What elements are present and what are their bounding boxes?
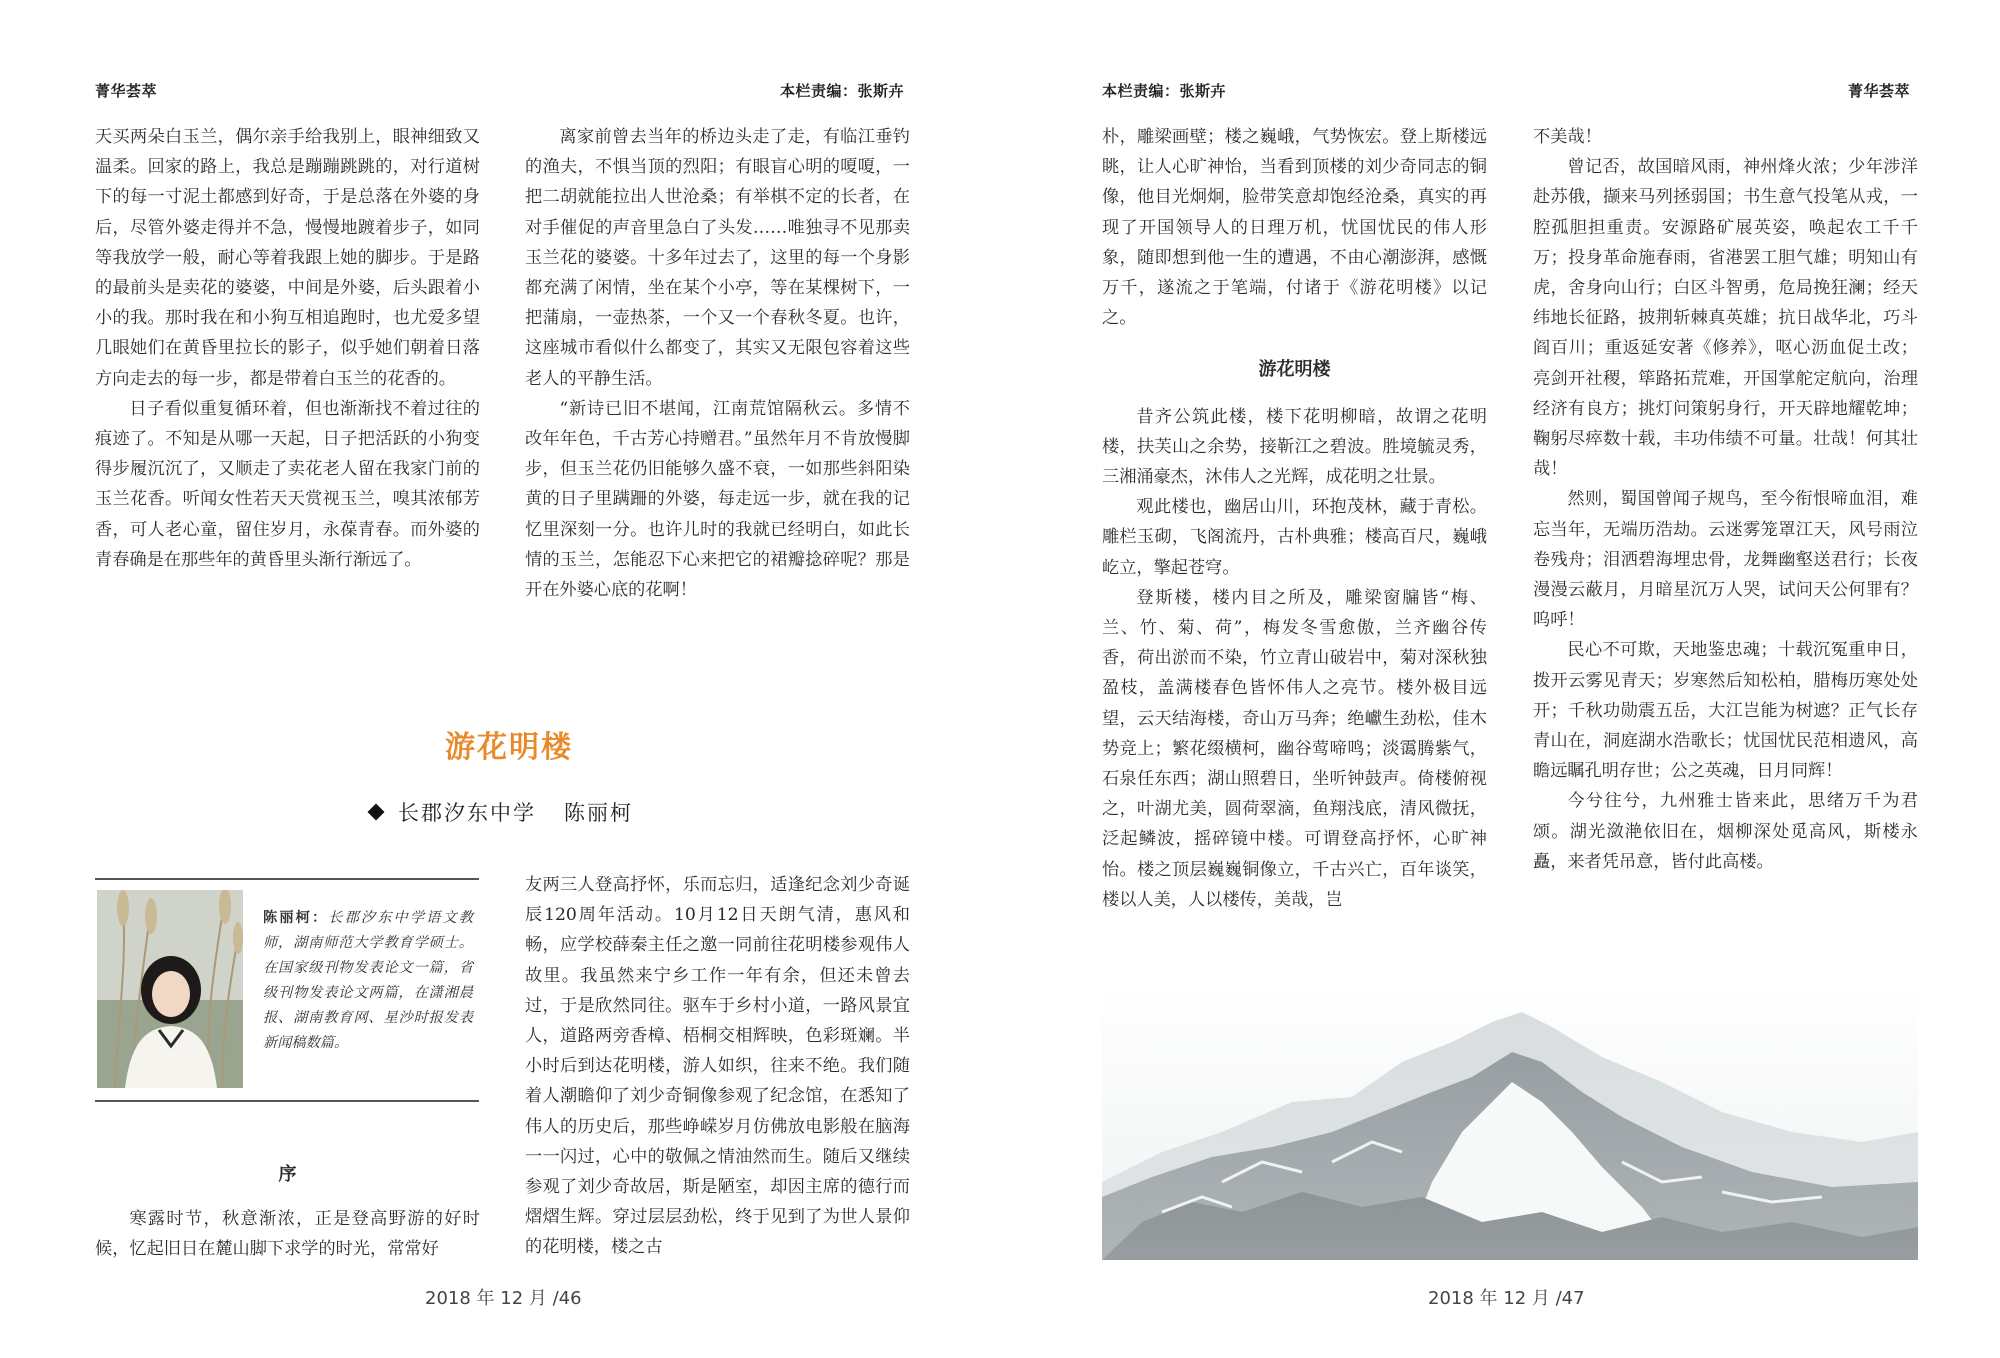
story-paragraph: 日子看似重复循环着，但也渐渐找不着过往的痕迹了。不知是从哪一天起，日子把活跃的小狗变得步履沉沉了，又顺走了卖花老人留在我家门前的玉兰花香。听闻女性若天天赏视玉兰，嗅其浓郁芳香，可人老心童，留住岁月，永葆青春。而外婆的青春确是在那些年的黄昏里头渐行渐远了。 (95, 398, 480, 570)
poem-paragraph: 观此楼也，幽居山川，环抱茂林，藏于青松。雕栏玉砌，飞阁流丹，古朴典雅；楼高百尺，巍峨屹立，擎起苍穹。 (1102, 497, 1487, 578)
bio-name: 陈丽柯： (263, 910, 329, 926)
snow-mountain-illustration (1102, 982, 1918, 1260)
poem-paragraph: 今兮往兮，九州雅士皆来此，思绪万千为君颂。湖光潋滟依旧在，烟柳深处觅高风，斯楼永矗，来者凭吊意，皆付此高楼。 (1533, 791, 1918, 872)
poem-title: 游花明楼 (1258, 359, 1331, 381)
byline-author: 陈丽柯 (564, 801, 633, 825)
intro-paragraph: 朴，雕梁画壁；楼之巍峨，气势恢宏。登上斯楼远眺，让人心旷神怡，当看到顶楼的刘少奇同志的铜像，他目光炯炯，脸带笑意却饱经沧桑，真实的再现了开国领导人的日理万机，忧国忧民的伟人形象，随即想到他一生的遭遇，不由心潮澎湃，感慨万千，遂流之于笔端，付诸于《游花明楼》以记之。 (1102, 127, 1487, 329)
story-column-1 (95, 122, 480, 642)
article-title: 游花明楼 (445, 730, 573, 765)
preface-column (95, 1160, 480, 1270)
author-bio-box (95, 878, 479, 1102)
section-header: 菁华荟萃 (95, 82, 158, 100)
page-footer: 2018 年 12 月 /46 (425, 1288, 582, 1309)
author-photo (97, 890, 243, 1088)
bio-description: 长郡汐东中学语文教师，湖南师范大学教育学硕士。在国家级刊物发表论文一篇，省级刊物发表论文两篇，在潇湘晨报、湖南教育网、星沙时报发表新闻稿数篇。 (263, 910, 473, 1051)
poem-paragraph: 民心不可欺，天地鉴忠魂；十载沉冤重申日，拨开云雾见青天；岁寒然后知松柏，腊梅历寒处处开；千秋功勋震五岳，大江岂能为树遮？正气长存青山在，洞庭湖水浩歌长；忧国忧民范相遗风，高瞻远瞩孔明存世；公之英魂，日月同辉！ (1533, 640, 1918, 782)
section-header: 菁华荟萃 (1848, 82, 1911, 100)
story-paragraph: “新诗已旧不堪闻，江南荒馆隔秋云。多情不改年年色，千古芳心持赠君。”虽然年月不肯放慢脚步，但玉兰花仍旧能够久盛不衰，一如那些斜阳染黄的日子里蹒跚的外婆，每走远一步，就在我的记忆里深刻一分。也许儿时的我就已经明白，如此长情的玉兰，怎能忍下心来把它的裙瓣捻碎呢？那是开在外婆心底的花啊！ (525, 398, 910, 601)
article-column-2 (525, 870, 910, 1270)
story-paragraph: 离家前曾去当年的桥边头走了走，有临江垂钓的渔夫，不惧当顶的烈阳；有眼盲心明的嗄嗄，一把二胡就能拉出人世沧桑；有举棋不定的长者，在对手催促的声音里急白了头发……唯独寻不见那卖玉兰花的婆婆。十多年过去了，这里的每一个身影都充满了闲情，坐在某个小亭，等在某棵树下，一把蒲扇，一壶热茶，一个又一个春秋冬夏。也许，这座城市看似什么都变了，其实又无限包容着这些老人的平静生活。 (525, 127, 910, 389)
poem-paragraph: 然则，蜀国曾闻子规鸟，至今衔恨啼血泪，难忘当年，无端历浩劫。云迷雾笼罩江天，风号雨泣卷残舟；泪洒碧海埋忠骨，龙舞幽壑送君行；长夜漫漫云蔽月，月暗星沉万人哭，试问天公何罪有？呜呼！ (1533, 489, 1918, 631)
preface-title: 序 (278, 1164, 297, 1185)
poem-column-2 (1533, 122, 1918, 912)
article-byline (370, 797, 633, 827)
story-paragraph: 天买两朵白玉兰，偶尔亲手给我别上，眼神细致又温柔。回家的路上，我总是蹦蹦跳跳的，对行道树下的每一寸泥土都感到好奇，于是总落在外婆的身后，尽管外婆走得并不急，慢慢地踱着步子，如同等我放学一般，耐心等着我跟上她的脚步。于是路的最前头是卖花的婆婆，中间是外婆，后头跟着小小的我。那时我在和小狗互相追跑时，也尤爱多望几眼她们在黄昏里拉长的影子，似乎她们朝着日落方向走去的每一步，都是带着白玉兰的花香的。 (95, 127, 480, 389)
poem-paragraph: 登斯楼，楼内目之所及，雕梁窗牖皆“梅、兰、竹、菊、荷”，梅发冬雪愈傲，兰齐幽谷传香，荷出淤而不染，竹立青山破岩中，菊对深秋独盈枝，盖满楼春色皆怀伟人之亮节。楼外极目远望，云天结海楼，奇山万马奔；绝巘生劲松，佳木势竞上；繁花缀横柯，幽谷莺啼鸣；淡霭腾紫气，石泉任东西；湖山照碧日，坐听钟鼓声。倚楼俯视之，叶湖尤美，圆荷翠滴，鱼翔浅底，清风微抚，泛起鳞波，摇碎镜中楼。可谓登高抒怀，心旷神怡。楼之顶层巍巍铜像立，千古兴亡，百年谈笑，楼以人美，人以楼传，美哉，岂 (1102, 587, 1487, 910)
story-column-2 (525, 122, 910, 612)
author-bio (263, 906, 473, 1056)
diamond-bullet-icon (368, 804, 385, 821)
page-footer: 2018 年 12 月 /47 (1428, 1288, 1585, 1309)
mountain-photo (1102, 982, 1918, 1260)
poem-paragraph: 曾记否，故国暗风雨，神州烽火浓；少年涉洋赴苏俄，撷来马列拯弱国；书生意气投笔从戎，一腔孤胆担重责。安源路矿展英姿，唤起农工千千万；投身革命施春雨，省港罢工胆气雄；明知山有虎，舍身向山行；白区斗智勇，危局挽狂澜；经天纬地长征路，披荆斩棘真英雄；抗日战华北，巧斗阎百川；重返延安著《修养》，呕心沥血促土改；亮剑开社稷，筚路拓荒难，开国掌舵定航向，治理经济有良方；挑灯问策躬身行，开天辟地耀乾坤；鞠躬尽瘁数十载，丰功伟绩不可量。壮哉！何其壮哉！ (1533, 157, 1918, 480)
poem-paragraph: 昔齐公筑此楼，楼下花明柳暗，故谓之花明楼，扶芙山之余势，接靳江之碧波。胜境毓灵秀，三湘涌豪杰，沐伟人之光辉，成花明之壮景。 (1102, 406, 1487, 488)
author-portrait-illustration (97, 890, 243, 1088)
preface-paragraph: 寒露时节，秋意渐浓，正是登高野游的好时候，忆起旧日在麓山脚下求学的时光，常常好 (95, 1209, 480, 1260)
poem-paragraph: 不美哉！ (1533, 127, 1602, 147)
right-page (1000, 0, 2000, 1358)
article-paragraph: 友两三人登高抒怀，乐而忘归，适逢纪念刘少奇诞辰120周年活动。10月12日天朗气清，惠风和畅，应学校薛秦主任之邀一同前往花明楼参观伟人故里。我虽然来宁乡工作一年有余，但还未曾去过，于是欣然同往。驱车于乡村小道，一路风景宜人，道路两旁香樟、梧桐交相辉映，色彩斑斓。半小时后到达花明楼，游人如织，往来不绝。我们随着人潮瞻仰了刘少奇铜像参观了纪念馆，在悉知了伟人的历史后，那些峥嵘岁月仿佛放电影般在脑海一一闪过，心中的敬佩之情油然而生。随后又继续参观了刘少奇故居，斯是陋室，却因主席的德行而熠熠生辉。穿过层层劲松，终于见到了为世人景仰的花明楼，楼之古 (525, 875, 910, 1258)
editor-credit: 本栏责编：张斯卉 (780, 82, 905, 100)
byline-school: 长郡汐东中学 (398, 801, 536, 825)
editor-credit: 本栏责编：张斯卉 (1102, 82, 1227, 100)
poem-column-1 (1102, 122, 1487, 922)
